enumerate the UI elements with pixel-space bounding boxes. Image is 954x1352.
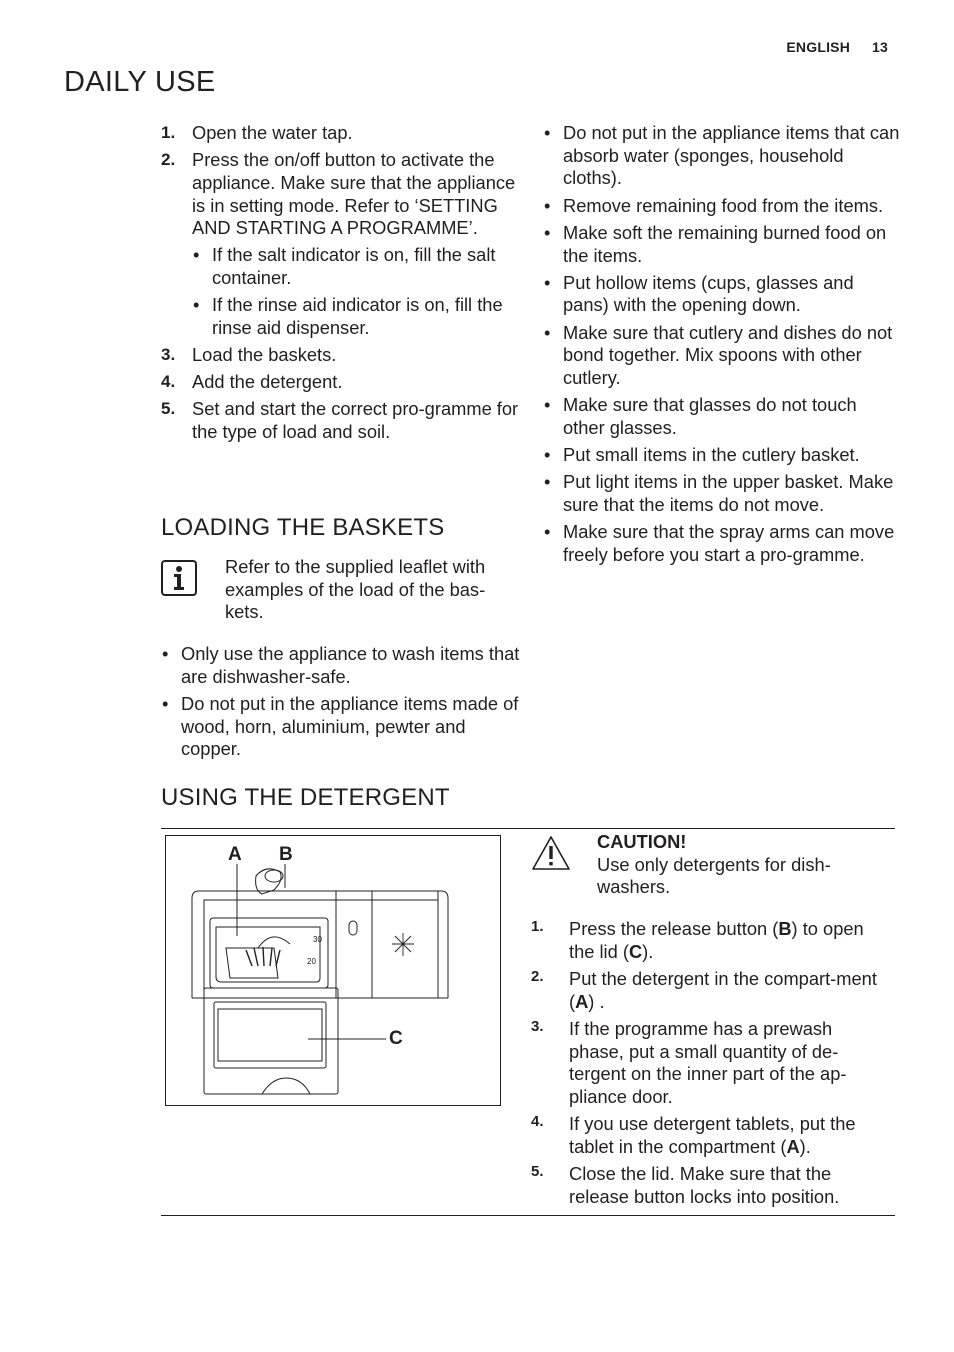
scale-label-20: 20: [307, 957, 316, 966]
detergent-steps: [531, 918, 891, 1213]
step-number: 2.: [161, 150, 176, 170]
bullet-icon: •: [193, 244, 200, 266]
list-item: • Put small items in the cutlery basket.: [544, 444, 860, 466]
step-item: [161, 398, 521, 443]
dispenser-illustration: [166, 836, 502, 1107]
bullet-icon: •: [544, 194, 551, 216]
step-item: [161, 122, 521, 145]
list-item: • Remove remaining food from the items.: [544, 194, 884, 216]
step-number: 4.: [161, 372, 176, 392]
bullet-icon: •: [544, 321, 551, 343]
caution-text: Use only detergents for dish-washers.: [597, 853, 831, 898]
list-item: • Put light items in the upper basket. Make sure that the items do not move.: [544, 471, 894, 516]
list-item: • Make sure that the spray arms can move freely before you start a pro-gramme.: [544, 521, 895, 565]
step-number: 3.: [161, 344, 176, 364]
step-item: [161, 149, 521, 339]
step-text: Add the detergent.: [192, 371, 343, 393]
list-item: • Make soft the remaining burned food on the items.: [544, 221, 887, 266]
step-item: 2. Put the detergent in the compart-ment (A) .: [531, 967, 877, 1012]
figure-label-a: A: [228, 844, 242, 865]
step-item: 3. If the programme has a prewash phase, put a small quantity of de-tergent on the inner part of the ap-pliance door.: [531, 1017, 847, 1107]
bullet-icon: •: [544, 394, 551, 416]
list-item: • Only use the appliance to wash items that are dishwasher-safe.: [162, 643, 520, 687]
left-column: [161, 122, 521, 448]
step-text: Open the water tap.: [192, 122, 353, 143]
step-item: 5. Close the lid. Make sure that the release button locks into position.: [531, 1163, 840, 1207]
section-divider: [161, 828, 895, 829]
bullet-icon: •: [544, 471, 551, 493]
step-sub-list: [192, 244, 521, 339]
page-header: [786, 39, 888, 55]
bullet-icon: •: [544, 444, 551, 466]
list-item: • Do not put in the appliance items made of wood, horn, aluminium, pewter and copper.: [162, 692, 519, 760]
info-icon: [161, 560, 197, 596]
sub-item: • If the salt indicator is on, fill the salt container.: [193, 244, 496, 288]
list-item: • Put hollow items (cups, glasses and pans) with the opening down.: [544, 271, 854, 316]
page-number: 13: [872, 39, 888, 55]
bullet-icon: •: [162, 643, 169, 664]
section-heading-loading: LOADING THE BASKETS: [161, 514, 445, 541]
step-text: Press the on/off button to activate the appliance. Make sure that the appliance is in setting mode. Refer to ‘SETTING AND STARTING A PROGRAMME’.: [192, 149, 516, 239]
loading-bullets-right: [543, 122, 903, 567]
bullet-icon: •: [544, 521, 551, 543]
page-title: DAILY USE: [64, 66, 216, 98]
step-item: 1. Press the release button (B) to open the lid (C).: [531, 918, 864, 962]
bullet-icon: •: [544, 122, 551, 143]
warning-triangle-icon: [531, 835, 571, 871]
scale-label-30: 30: [313, 935, 322, 944]
detergent-dispenser-figure: [165, 835, 501, 1106]
caution-title: CAUTION!: [597, 831, 687, 852]
sub-item: • If the rinse aid indicator is on, fill the rinse aid dispenser.: [193, 293, 503, 338]
right-column: [543, 122, 903, 571]
step-item: 4. If you use detergent tablets, put the tablet in the compartment (A).: [531, 1113, 856, 1157]
bullet-icon: •: [544, 271, 551, 293]
step-item: [161, 371, 521, 394]
list-item: • Make sure that glasses do not touch other glasses.: [544, 394, 857, 438]
step-text: Load the baskets.: [192, 343, 337, 365]
figure-label-c: C: [389, 1028, 403, 1049]
loading-bullets-left: [161, 643, 521, 766]
list-item: • Make sure that cutlery and dishes do not bond together. Mix spoons with other cutlery.: [544, 321, 893, 389]
daily-use-steps: [161, 122, 521, 444]
step-number: 1.: [161, 123, 176, 142]
info-text: Refer to the supplied leaflet with examples of the load of the bas-kets.: [225, 556, 486, 623]
step-text: Set and start the correct pro-gramme for the type of load and soil.: [192, 398, 519, 442]
section-heading-detergent: USING THE DETERGENT: [161, 784, 450, 811]
step-item: [161, 344, 521, 367]
header-language: ENGLISH: [786, 39, 851, 55]
bullet-icon: •: [162, 692, 169, 714]
bullet-icon: •: [193, 293, 200, 315]
figure-label-b: B: [279, 844, 293, 865]
step-number: 5.: [161, 399, 176, 419]
bullet-icon: •: [544, 221, 551, 243]
section-divider: [161, 1215, 895, 1216]
list-item: • Do not put in the appliance items that can absorb water (sponges, household cloths).: [544, 122, 900, 189]
